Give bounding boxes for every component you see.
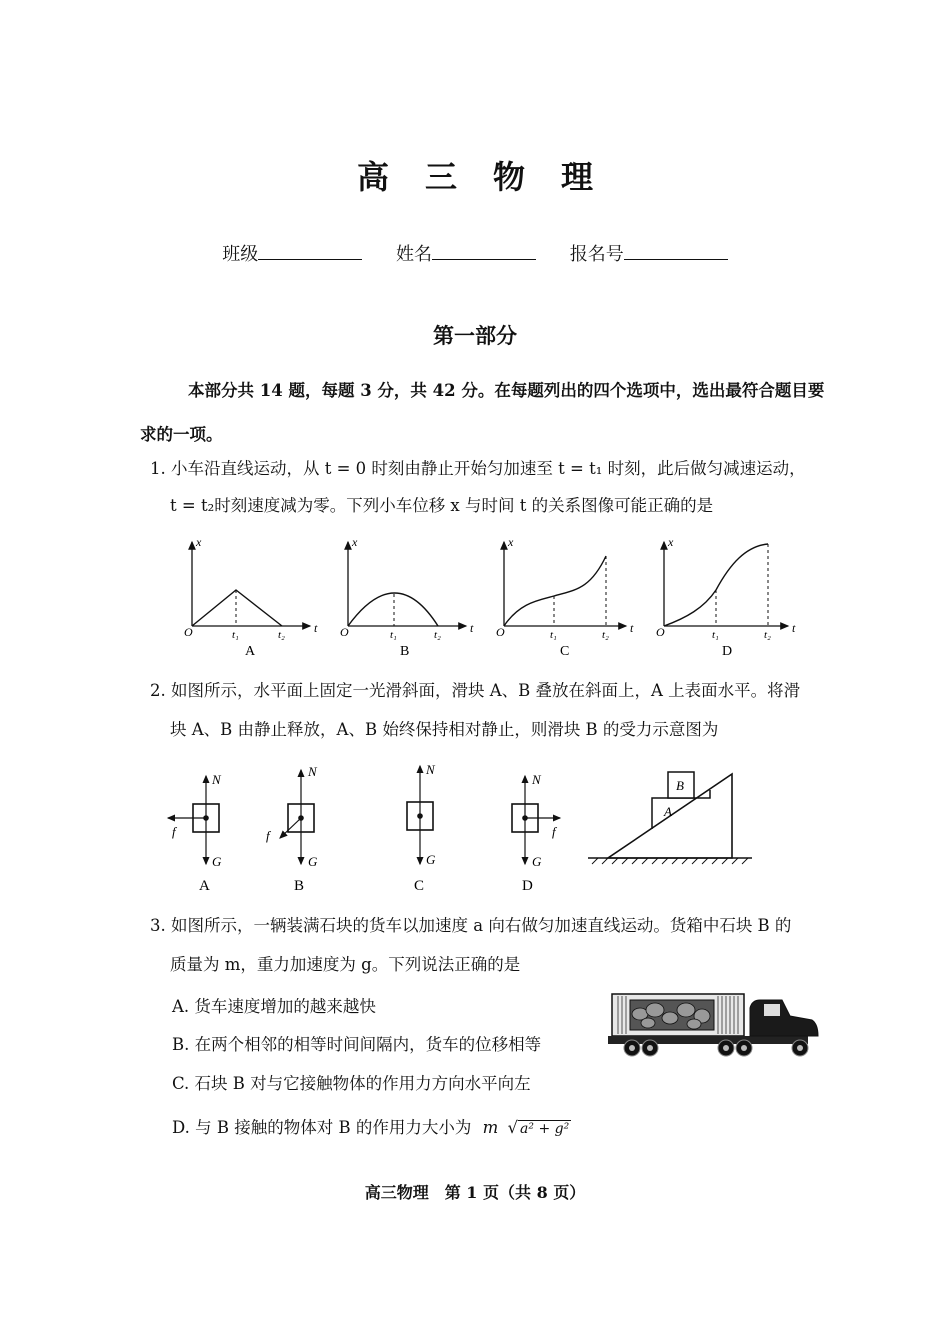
incline-diagram	[588, 772, 752, 864]
force-n-label: N	[308, 764, 317, 779]
force-diagram-d	[512, 772, 560, 894]
title-char: 物	[493, 158, 526, 196]
y-axis-label: x	[508, 535, 514, 549]
diagram-d-label: D	[522, 878, 533, 894]
q1-line-2: t = t₂时刻速度减为零。下列小车位移 x 与时间 t 的关系图像可能正确的是	[170, 496, 714, 515]
q2-line-1: 2. 如图所示，水平面上固定一光滑斜面，滑块 A、B 叠放在斜面上，A 上表面水平。将滑	[150, 681, 801, 700]
graph-a-label: A	[245, 644, 256, 659]
title-char: 高	[356, 158, 389, 196]
truck-illustration	[600, 990, 820, 1060]
class-label: 班级	[222, 244, 259, 265]
intro-line-2: 求的一项。	[140, 425, 223, 444]
block-b-label: B	[676, 778, 684, 793]
t1-label: t₁	[232, 629, 239, 641]
force-n-label: N	[532, 772, 541, 787]
force-g-label: G	[308, 854, 318, 869]
sqrt-symbol: √	[507, 1118, 519, 1137]
graph-a	[184, 535, 318, 659]
graph-d-label: D	[722, 644, 733, 659]
t1-label: t₁	[550, 629, 557, 641]
graph-b-label: B	[400, 644, 410, 659]
q3-option-a[interactable]: A. 货车速度增加的越来越快	[172, 997, 376, 1016]
y-axis-label: x	[196, 535, 202, 549]
q1-graphs	[170, 530, 820, 660]
x-axis-label: t	[314, 621, 318, 635]
force-diagram-b	[266, 764, 318, 894]
graph-d	[656, 535, 796, 659]
student-info-line	[0, 240, 950, 266]
graph-c-label: C	[560, 644, 570, 659]
page-footer: 高三物理 第 1 页（共 8 页）	[364, 1183, 586, 1202]
x-axis-label: t	[792, 621, 796, 635]
force-g-label: G	[532, 854, 542, 869]
title-char: 理	[561, 158, 594, 196]
q2-force-diagrams	[160, 760, 780, 900]
page-title	[0, 152, 950, 198]
t2-label: t₂	[434, 629, 441, 641]
graph-c	[496, 535, 634, 659]
diagram-a-label: A	[199, 878, 210, 894]
q1-line-1: 1. 小车沿直线运动，从 t = 0 时刻由静止开始匀加速至 t = t₁ 时刻，此后做匀减速运动，	[150, 459, 806, 478]
y-axis-label: x	[668, 535, 674, 549]
force-diagram-a	[168, 772, 222, 894]
x-axis-label: t	[630, 621, 634, 635]
class-blank[interactable]	[258, 243, 362, 260]
t2-label: t₂	[602, 629, 609, 641]
diagram-b-label: B	[294, 878, 305, 894]
origin-label: O	[340, 625, 349, 639]
formula-m: m	[482, 1118, 499, 1137]
q3-option-d-text: D. 与 B 接触的物体对 B 的作用力大小为	[172, 1118, 472, 1137]
force-n-label: N	[212, 772, 221, 787]
title-char: 三	[424, 158, 457, 196]
block-a-label: A	[664, 804, 672, 819]
force-diagram-c	[407, 762, 436, 894]
exam-number-blank[interactable]	[624, 243, 728, 260]
diagram-c-label: C	[414, 878, 425, 894]
graph-b	[340, 535, 474, 659]
q3-option-b[interactable]: B. 在两个相邻的相等时间间隔内，货车的位移相等	[172, 1035, 542, 1054]
t2-label: t₂	[764, 629, 771, 641]
force-f-label: f	[266, 828, 270, 843]
q3-line-2: 质量为 m，重力加速度为 g。下列说法正确的是	[170, 955, 521, 974]
q3-option-c[interactable]: C. 石块 B 对与它接触物体的作用力方向水平向左	[172, 1074, 531, 1093]
t2-label: t₂	[278, 629, 285, 641]
force-g-label: G	[426, 852, 436, 867]
q3-line-1: 3. 如图所示，一辆装满石块的货车以加速度 a 向右做匀加速直线运动。货箱中石块 B 的	[150, 916, 792, 935]
origin-label: O	[496, 625, 505, 639]
force-f-label: f	[552, 824, 556, 839]
q3-option-d[interactable]	[172, 1114, 571, 1138]
intro-line-1: 本部分共 14 题，每题 3 分，共 42 分。在每题列出的四个选项中，选出最符合题目要	[188, 381, 825, 400]
force-f-label: f	[172, 824, 176, 839]
t1-label: t₁	[390, 629, 397, 641]
origin-label: O	[184, 625, 193, 639]
y-axis-label: x	[352, 535, 358, 549]
q2-line-2: 块 A、B 由静止释放，A、B 始终保持相对静止，则滑块 B 的受力示意图为	[170, 720, 719, 739]
force-g-label: G	[212, 854, 222, 869]
part-title: 第一部分	[433, 323, 517, 348]
name-label: 姓名	[396, 244, 432, 265]
name-blank[interactable]	[432, 243, 536, 260]
t1-label: t₁	[712, 629, 719, 641]
x-axis-label: t	[470, 621, 474, 635]
origin-label: O	[656, 625, 665, 639]
force-n-label: N	[426, 762, 435, 777]
exam-number-label: 报名号	[569, 244, 624, 265]
formula-radicand: a² + g²	[520, 1121, 570, 1137]
